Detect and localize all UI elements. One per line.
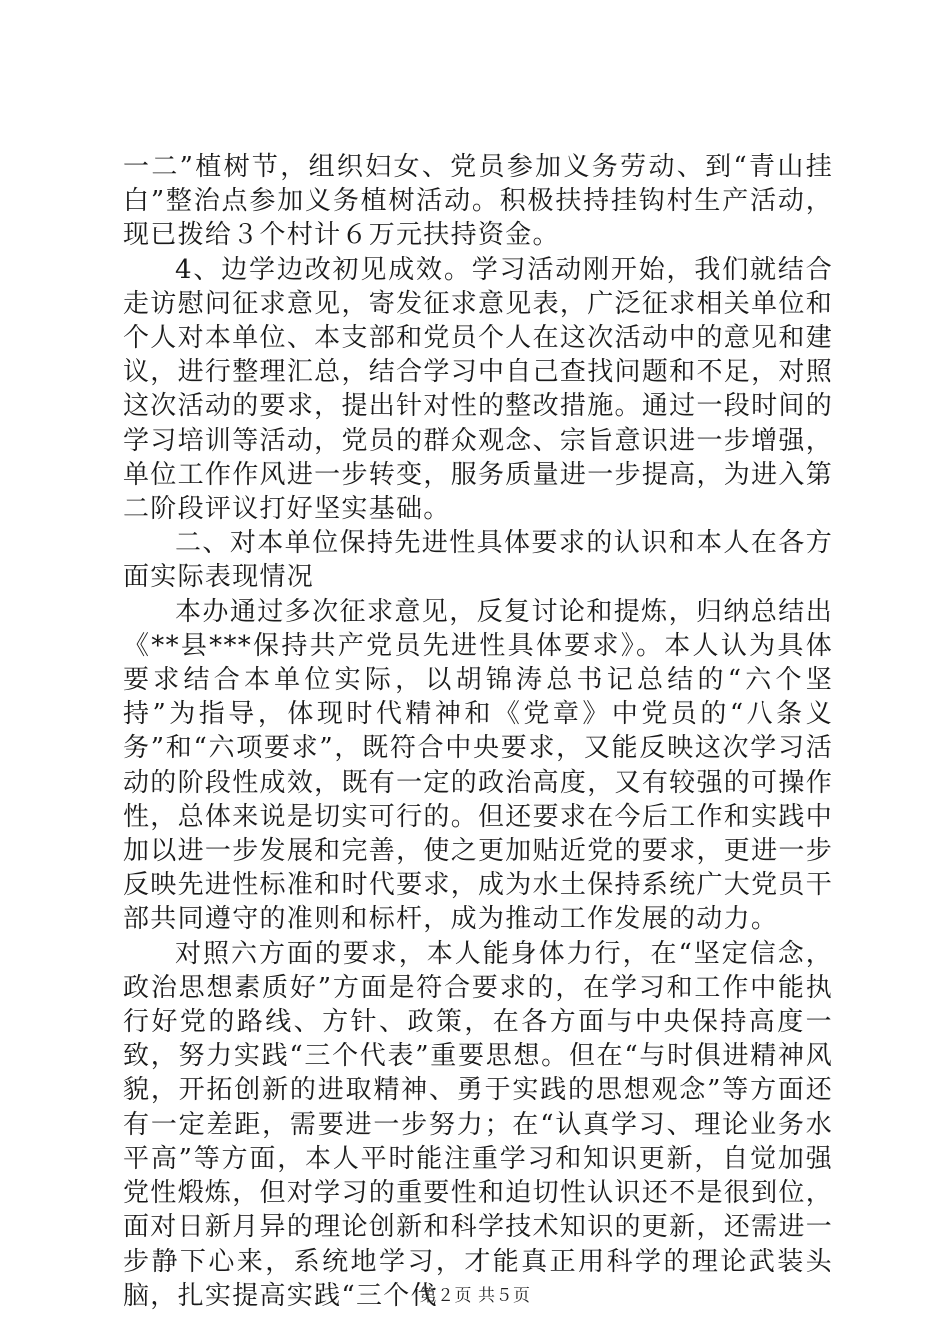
paragraph-4: 对照六方面的要求，本人能身体力行，在“坚定信念，政治思想素质好”方面是符合要求的，在学习和工作中能执行好党的路线、方针、政策，在各方面与中央保持高度一致，努力实践“三个代表”重要思想。但在“与时俱进精神风貌，开拓创新的进取精神、勇于实践的思想观念”等方面还有一定差距，需要进一步努力；在“认真学习、理论业务水平高”等方面，本人平时能注重学习和知识更新，自觉加强党性煅炼，但对学习的重要性和迫切性认识还不是很到位，面对日新月异的理论创新和科学技术知识的更新，还需进一步静下心来，系统地学习，才能真正用科学的理论武装头脑，扎实提高实践“三个代: [123, 938, 833, 1311]
paragraph-3: 本办通过多次征求意见，反复讨论和提炼，归纳总结出《**县***保持共产党员先进性具体要求》。本人认为具体要求结合本单位实际，以胡锦涛总书记总结的“六个坚持”为指导，体现时代精神和《党章》中党员的“八条义务”和“六项要求”，既符合中央要求，又能反映这次学习活动的阶段性成效，既有一定的政治高度，又有较强的可操作性，总体来说是切实可行的。但还要求在今后工作和实践中加以进一步发展和完善，使之更加贴近党的要求，更进一步反映先进性标准和时代要求，成为水土保持系统广大党员干部共同遵守的准则和标杆，成为推动工作发展的动力。: [123, 596, 833, 935]
paragraph-1: 一二”植树节，组织妇女、党员参加义务劳动、到“青山挂白”整治点参加义务植树活动。积极扶持挂钩村生产活动，现已拨给３个村计６万元扶持资金。: [123, 152, 833, 251]
section-heading: 二、对本单位保持先进性具体要求的认识和本人在各方面实际表现情况: [123, 528, 833, 593]
document-body: [123, 150, 833, 1313]
paragraph-2: 4、边学边改初见成效。学习活动刚开始，我们就结合走访慰问征求意见，寄发征求意见表，广泛征求相关单位和个人对本单位、本支部和党员个人在这次活动中的意见和建议，进行整理汇总，结合学习中自己查找问题和不足，对照这次活动的要求，提出针对性的整改措施。通过一段时间的学习培训等活动，党员的群众观念、宗旨意识进一步增强，单位工作作风进一步转变，服务质量进一步提高，为进入第二阶段评议打好坚实基础。: [123, 254, 833, 525]
page-number-footer: 第２页 共５页: [419, 1286, 531, 1306]
